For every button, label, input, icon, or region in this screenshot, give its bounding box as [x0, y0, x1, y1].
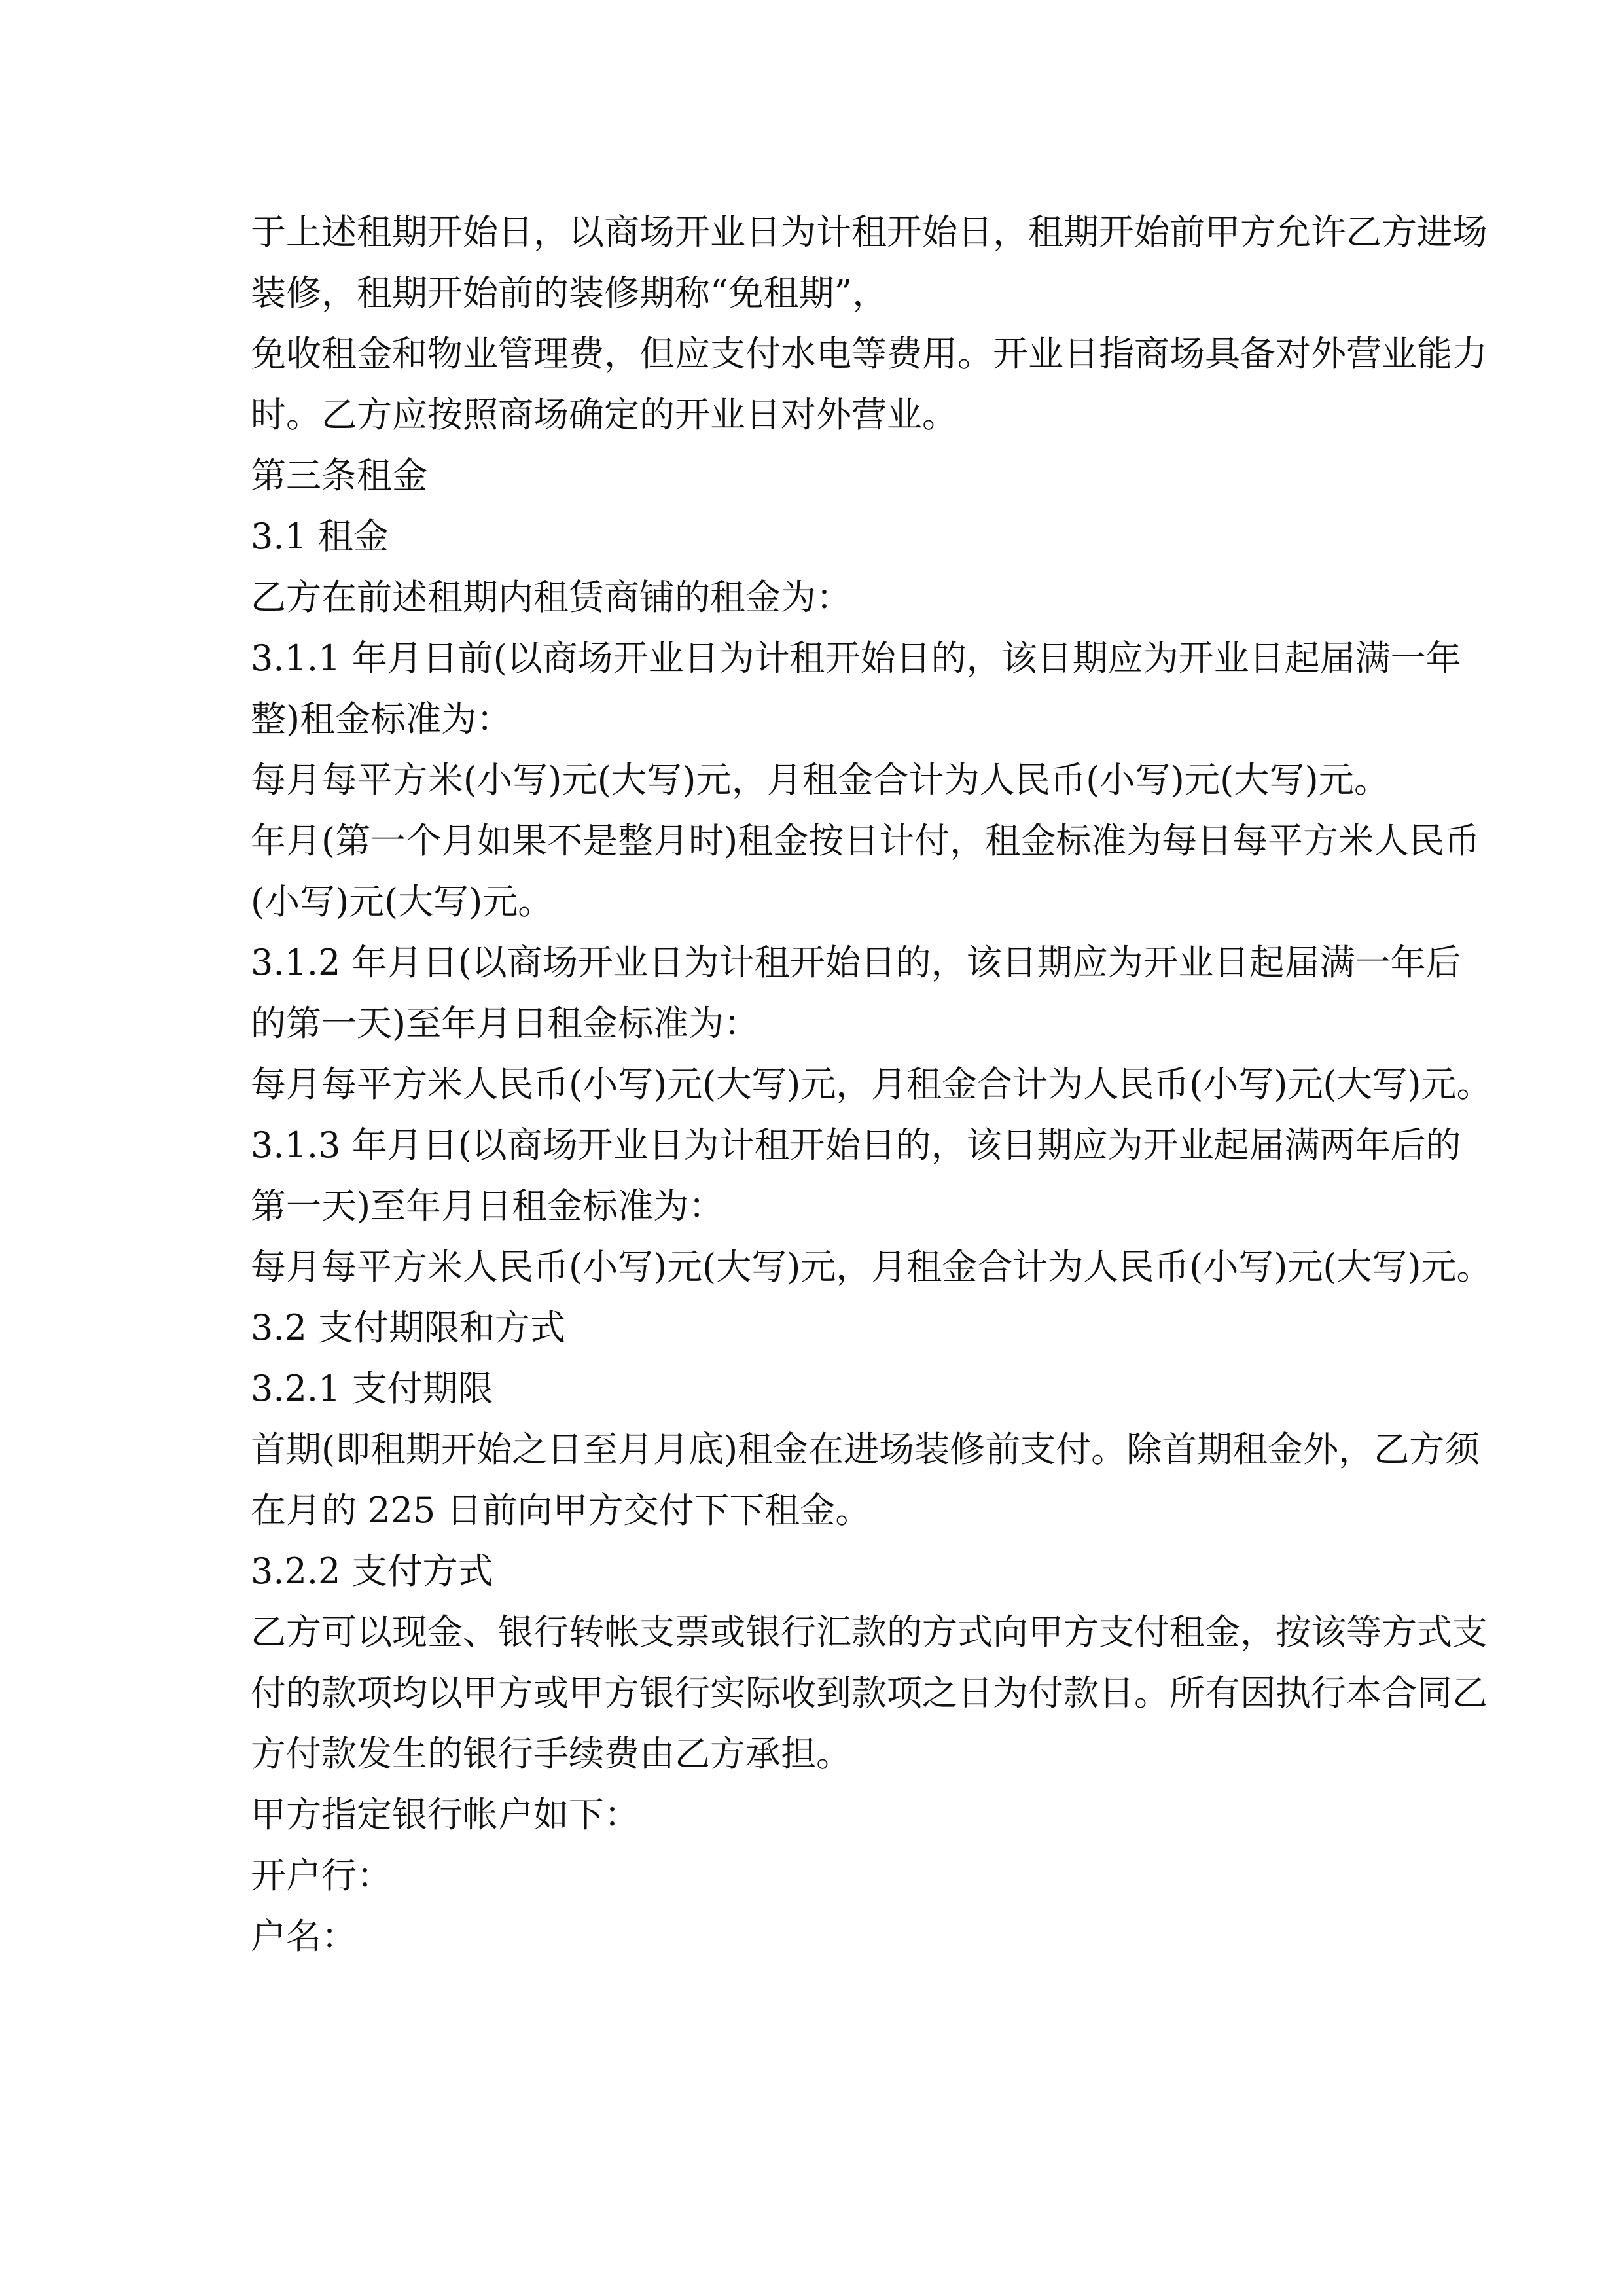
text-line: 3.1.1 年月日前(以商场开业日为计租开始日的，该日期应为开业日起届满一年 — [251, 637, 1461, 679]
text-line: 的第一天)至年月日租金标准为： — [251, 1003, 760, 1044]
text-line: 于上述租期开始日，以商场开业日为计租开始日，租期开始前甲方允许乙方进场 — [251, 211, 1488, 253]
text-line: 年月(第一个月如果不是整月时)租金按日计付，租金标准为每日每平方米人民币 — [251, 820, 1480, 861]
text-line: 首期(即租期开始之日至月月底)租金在进场装修前支付。除首期租金外，乙方须 — [251, 1429, 1480, 1470]
section-heading: 第三条租金 — [251, 455, 427, 496]
subsection-heading: 3.1 租金 — [251, 516, 389, 557]
text-line: 装修，租期开始前的装修期称“免租期”， — [251, 272, 888, 314]
subsection-heading: 3.2 支付期限和方式 — [251, 1307, 566, 1348]
bank-name-label: 开户行： — [251, 1855, 392, 1896]
text-line: 3.1.2 年月日(以商场开业日为计租开始日的，该日期应为开业日起届满一年后 — [251, 942, 1461, 983]
text-line: 免收租金和物业管理费，但应支付水电等费用。开业日指商场具备对外营业能力 — [251, 333, 1488, 374]
text-line: 3.1.3 年月日(以商场开业日为计租开始日的，该日期应为开业起届满两年后的 — [251, 1124, 1461, 1166]
text-line: 方付款发生的银行手续费由乙方承担。 — [251, 1733, 851, 1774]
text-line: 每月每平方米人民币(小写)元(大写)元，月租金合计为人民币(小写)元(大写)元。 — [251, 1246, 1492, 1287]
text-line: 乙方可以现金、银行转帐支票或银行汇款的方式向甲方支付租金，按该等方式支 — [251, 1611, 1488, 1653]
subsection-heading: 3.2.1 支付期限 — [251, 1368, 493, 1409]
text-line: 乙方在前述租期内租赁商铺的租金为： — [251, 577, 851, 618]
text-line: 每月每平方米人民币(小写)元(大写)元，月租金合计为人民币(小写)元(大写)元。 — [251, 1064, 1492, 1105]
text-line: 甲方指定银行帐户如下： — [251, 1794, 639, 1835]
text-line: 付的款项均以甲方或甲方银行实际收到款项之日为付款日。所有因执行本合同乙 — [251, 1672, 1488, 1713]
text-line: 在月的 225 日前向甲方交付下下租金。 — [251, 1490, 871, 1531]
document-body — [251, 202, 1492, 1967]
account-name-label: 户名： — [251, 1916, 357, 1957]
text-line: (小写)元(大写)元。 — [251, 881, 554, 922]
text-line: 第一天)至年月日租金标准为： — [251, 1185, 724, 1227]
text-line: 每月每平方米(小写)元(大写)元，月租金合计为人民币(小写)元(大写)元。 — [251, 759, 1389, 800]
text-line: 时。乙方应按照商场确定的开业日对外营业。 — [251, 394, 957, 435]
text-line: 整)租金标准为： — [251, 698, 512, 740]
subsection-heading: 3.2.2 支付方式 — [251, 1551, 493, 1592]
